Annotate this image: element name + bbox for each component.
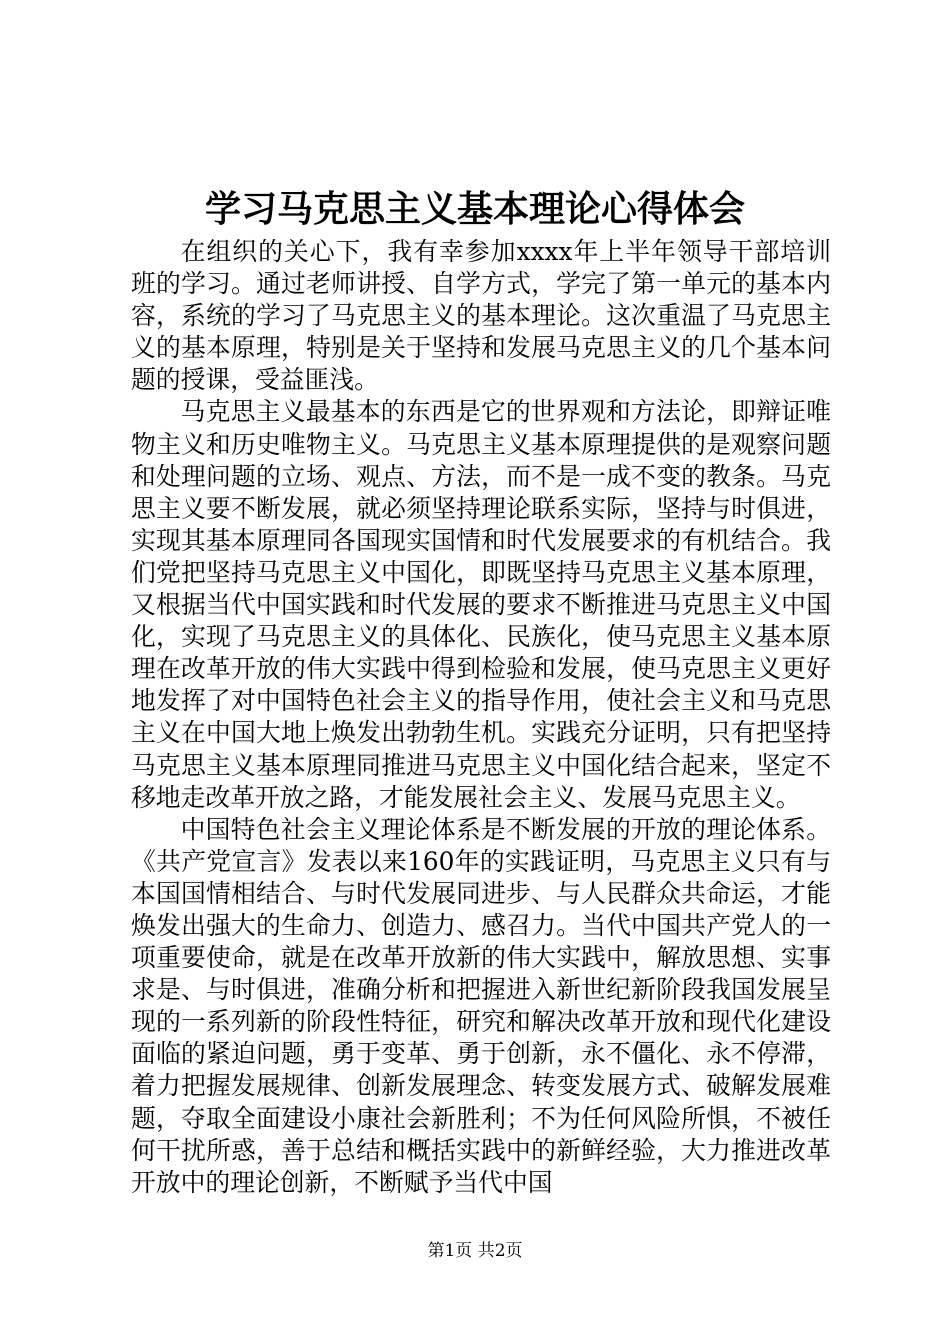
paragraph-2: 马克思主义最基本的东西是它的世界观和方法论，即辩证唯物主义和历史唯物主义。马克思主义基本原理提供的是观察问题和处理问题的立场、观点、方法，而不是一成不变的教条。马克思主义要不断发展，就必须坚持理论联系实际，坚持与时俱进，实现其基本原理同各国现实国情和时代发展要求的有机结合。我们党把坚持马克思主义中国化，即既坚持马克思主义基本原理，又根据当代中国实践和时代发展的要求不断推进马克思主义中国化，实现了马克思主义的具体化、民族化，使马克思主义基本原理在改革开放的伟大实践中得到检验和发展，使马克思主义更好地发挥了对中国特色社会主义的指导作用，使社会主义和马克思主义在中国大地上焕发出勃勃生机。实践充分证明，只有把坚持马克思主义基本原理同推进马克思主义中国化结合起来，坚定不移地走改革开放之路，才能发展社会主义、发展马克思主义。 [131, 397, 831, 812]
document-body [131, 236, 831, 1199]
paragraph-3: 中国特色社会主义理论体系是不断发展的开放的理论体系。《共产党宣言》发表以来160年的实践证明，马克思主义只有与本国国情相结合、与时代发展同进步、与人民群众共命运，才能焕发出强大的生命力、创造力、感召力。当代中国共产党人的一项重要使命，就是在改革开放新的伟大实践中，解放思想、实事求是、与时俱进，准确分析和把握进入新世纪新阶段我国发展呈现的一系列新的阶段性特征，研究和解决改革开放和现代化建设面临的紧迫问题，勇于变革、勇于创新，永不僵化、永不停滞，着力把握发展规律、创新发展理念、转变发展方式、破解发展难题，夺取全面建设小康社会新胜利；不为任何风险所惧，不被任何干扰所惑，善于总结和概括实践中的新鲜经验，大力推进改革开放中的理论创新，不断赋予当代中国 [131, 814, 831, 1197]
document-title: 学习马克思主义基本理论心得体会 [204, 188, 745, 230]
paragraph-1: 在组织的关心下，我有幸参加xxxx年上半年领导干部培训班的学习。通过老师讲授、自学方式，学完了第一单元的基本内容，系统的学习了马克思主义的基本理论。这次重温了马克思主义的基本原理，特别是关于坚持和发展马克思主义的几个基本问题的授课，受益匪浅。 [131, 237, 831, 395]
page-footer: 第1页 共2页 [427, 1241, 523, 1261]
